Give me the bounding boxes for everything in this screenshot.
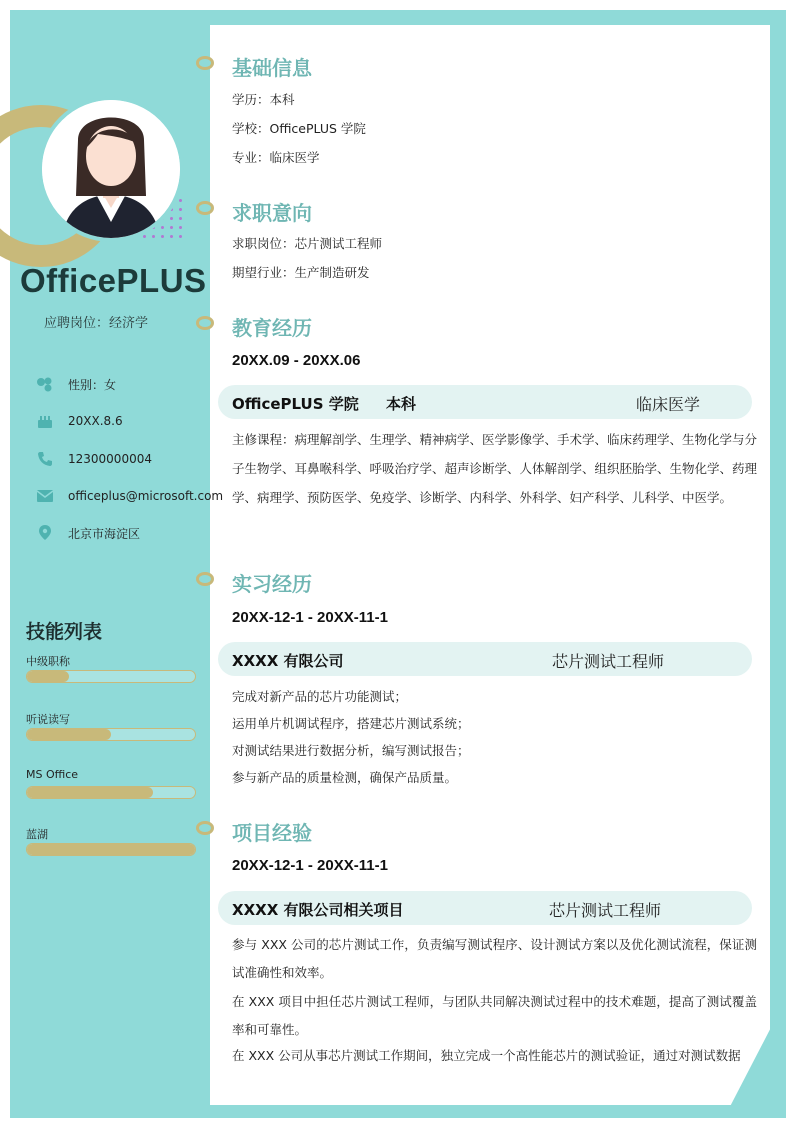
duty-line: 对测试结果进行数据分析，编写测试报告；: [232, 743, 470, 758]
duty-line: 完成对新产品的芯片功能测试；: [232, 689, 408, 704]
skill-bar: [26, 670, 196, 683]
section-title-education: 教育经历: [232, 316, 312, 340]
contact-text: 性别：女: [68, 377, 117, 392]
contact-gender: [36, 372, 116, 396]
contact-phone: [36, 447, 152, 471]
profile-name: OfficePLUS: [20, 262, 207, 299]
basic-line: 学历：本科: [232, 92, 295, 107]
skill-fill: [27, 671, 69, 682]
cake-icon: [36, 412, 54, 430]
education-header: [218, 385, 752, 419]
basic-line: 专业：临床医学: [232, 150, 320, 165]
skill-label: 蓝湖: [26, 828, 48, 841]
section-title-intent: 求职意向: [232, 201, 312, 225]
project-company: XXXX 有限公司相关项目: [232, 901, 404, 919]
project-paragraph: 在 XXX 项目中担任芯片测试工程师，与团队共同解决测试过程中的技术难题，提高了测试覆盖率和可靠性。: [232, 994, 757, 1037]
education-school: OfficePLUS 学院: [232, 395, 359, 413]
education-courses: 主修课程：病理解剖学、生理学、精神病学、医学影像学、手术学、临床药理学、生物化学与分子生物学、耳鼻喉科学、呼吸治疗学、超声诊断学、人体解剖学、组织胚胎学、生物化学、药理学、病理学、预防医学、免疫学、诊断学、内科学、外科学、妇产科学、儿科学、中医学。: [232, 432, 758, 505]
skill-fill: [27, 844, 195, 855]
avatar: [38, 96, 184, 242]
internship-company: XXXX 有限公司: [232, 652, 344, 670]
internship-date: 20XX-12-1 - 20XX-11-1: [232, 609, 388, 626]
section-title-basic: 基础信息: [232, 56, 312, 80]
duty-line: 运用单片机调试程序，搭建芯片测试系统；: [232, 716, 470, 731]
section-marker: [196, 201, 214, 215]
contact-email: [36, 484, 223, 508]
mail-icon: [36, 487, 54, 505]
section-title-internship: 实习经历: [232, 572, 312, 596]
section-marker: [196, 56, 214, 70]
intent-line: 期望行业：生产制造研发: [232, 265, 370, 280]
section-marker: [196, 572, 214, 586]
apply-position: 应聘岗位：经济学: [44, 316, 149, 331]
education-date: 20XX.09 - 20XX.06: [232, 352, 361, 369]
project-role: 芯片测试工程师: [549, 901, 662, 920]
skill-fill: [27, 787, 153, 798]
section-title-project: 项目经验: [232, 821, 312, 845]
basic-line: 学校：OfficePLUS 学院: [232, 121, 366, 136]
education-degree: 本科: [386, 395, 417, 413]
project-header: [218, 891, 752, 925]
avatar-illustration: [42, 100, 180, 238]
skills-title: 技能列表: [26, 621, 103, 643]
skill-label: 中级职称: [26, 655, 70, 668]
section-marker: [196, 316, 214, 330]
skill-label: MS Office: [26, 768, 79, 781]
contact-location: [36, 521, 140, 545]
skill-fill: [27, 729, 111, 740]
contact-text: 12300000004: [68, 452, 152, 466]
skill-label: 听说读写: [26, 713, 70, 726]
project-paragraph: 在 XXX 公司从事芯片测试工作期间，独立完成一个高性能芯片的测试验证，通过对测试数据: [232, 1048, 741, 1063]
contact-text: 20XX.8.6: [68, 414, 123, 428]
phone-icon: [36, 450, 54, 468]
duty-line: 参与新产品的质量检测，确保产品质量。: [232, 770, 458, 785]
project-date: 20XX-12-1 - 20XX-11-1: [232, 857, 388, 874]
contact-text: 北京市海淀区: [68, 526, 141, 541]
contact-text: officeplus@microsoft.com: [68, 489, 224, 503]
education-major: 临床医学: [636, 395, 701, 414]
skill-bar: [26, 786, 196, 799]
internship-duties: [232, 683, 470, 791]
internship-header: [218, 642, 752, 676]
intent-line: 求职岗位：芯片测试工程师: [232, 236, 383, 251]
gender-icon: [36, 375, 54, 393]
section-marker: [196, 821, 214, 835]
project-paragraph: 参与 XXX 公司的芯片测试工作，负责编写测试程序、设计测试方案以及优化测试流程，保证测试准确性和效率。: [232, 937, 757, 980]
skill-bar: [26, 728, 196, 741]
internship-role: 芯片测试工程师: [552, 652, 665, 671]
location-icon: [36, 524, 54, 542]
skill-bar: [26, 843, 196, 856]
contact-birthday: [36, 409, 123, 433]
